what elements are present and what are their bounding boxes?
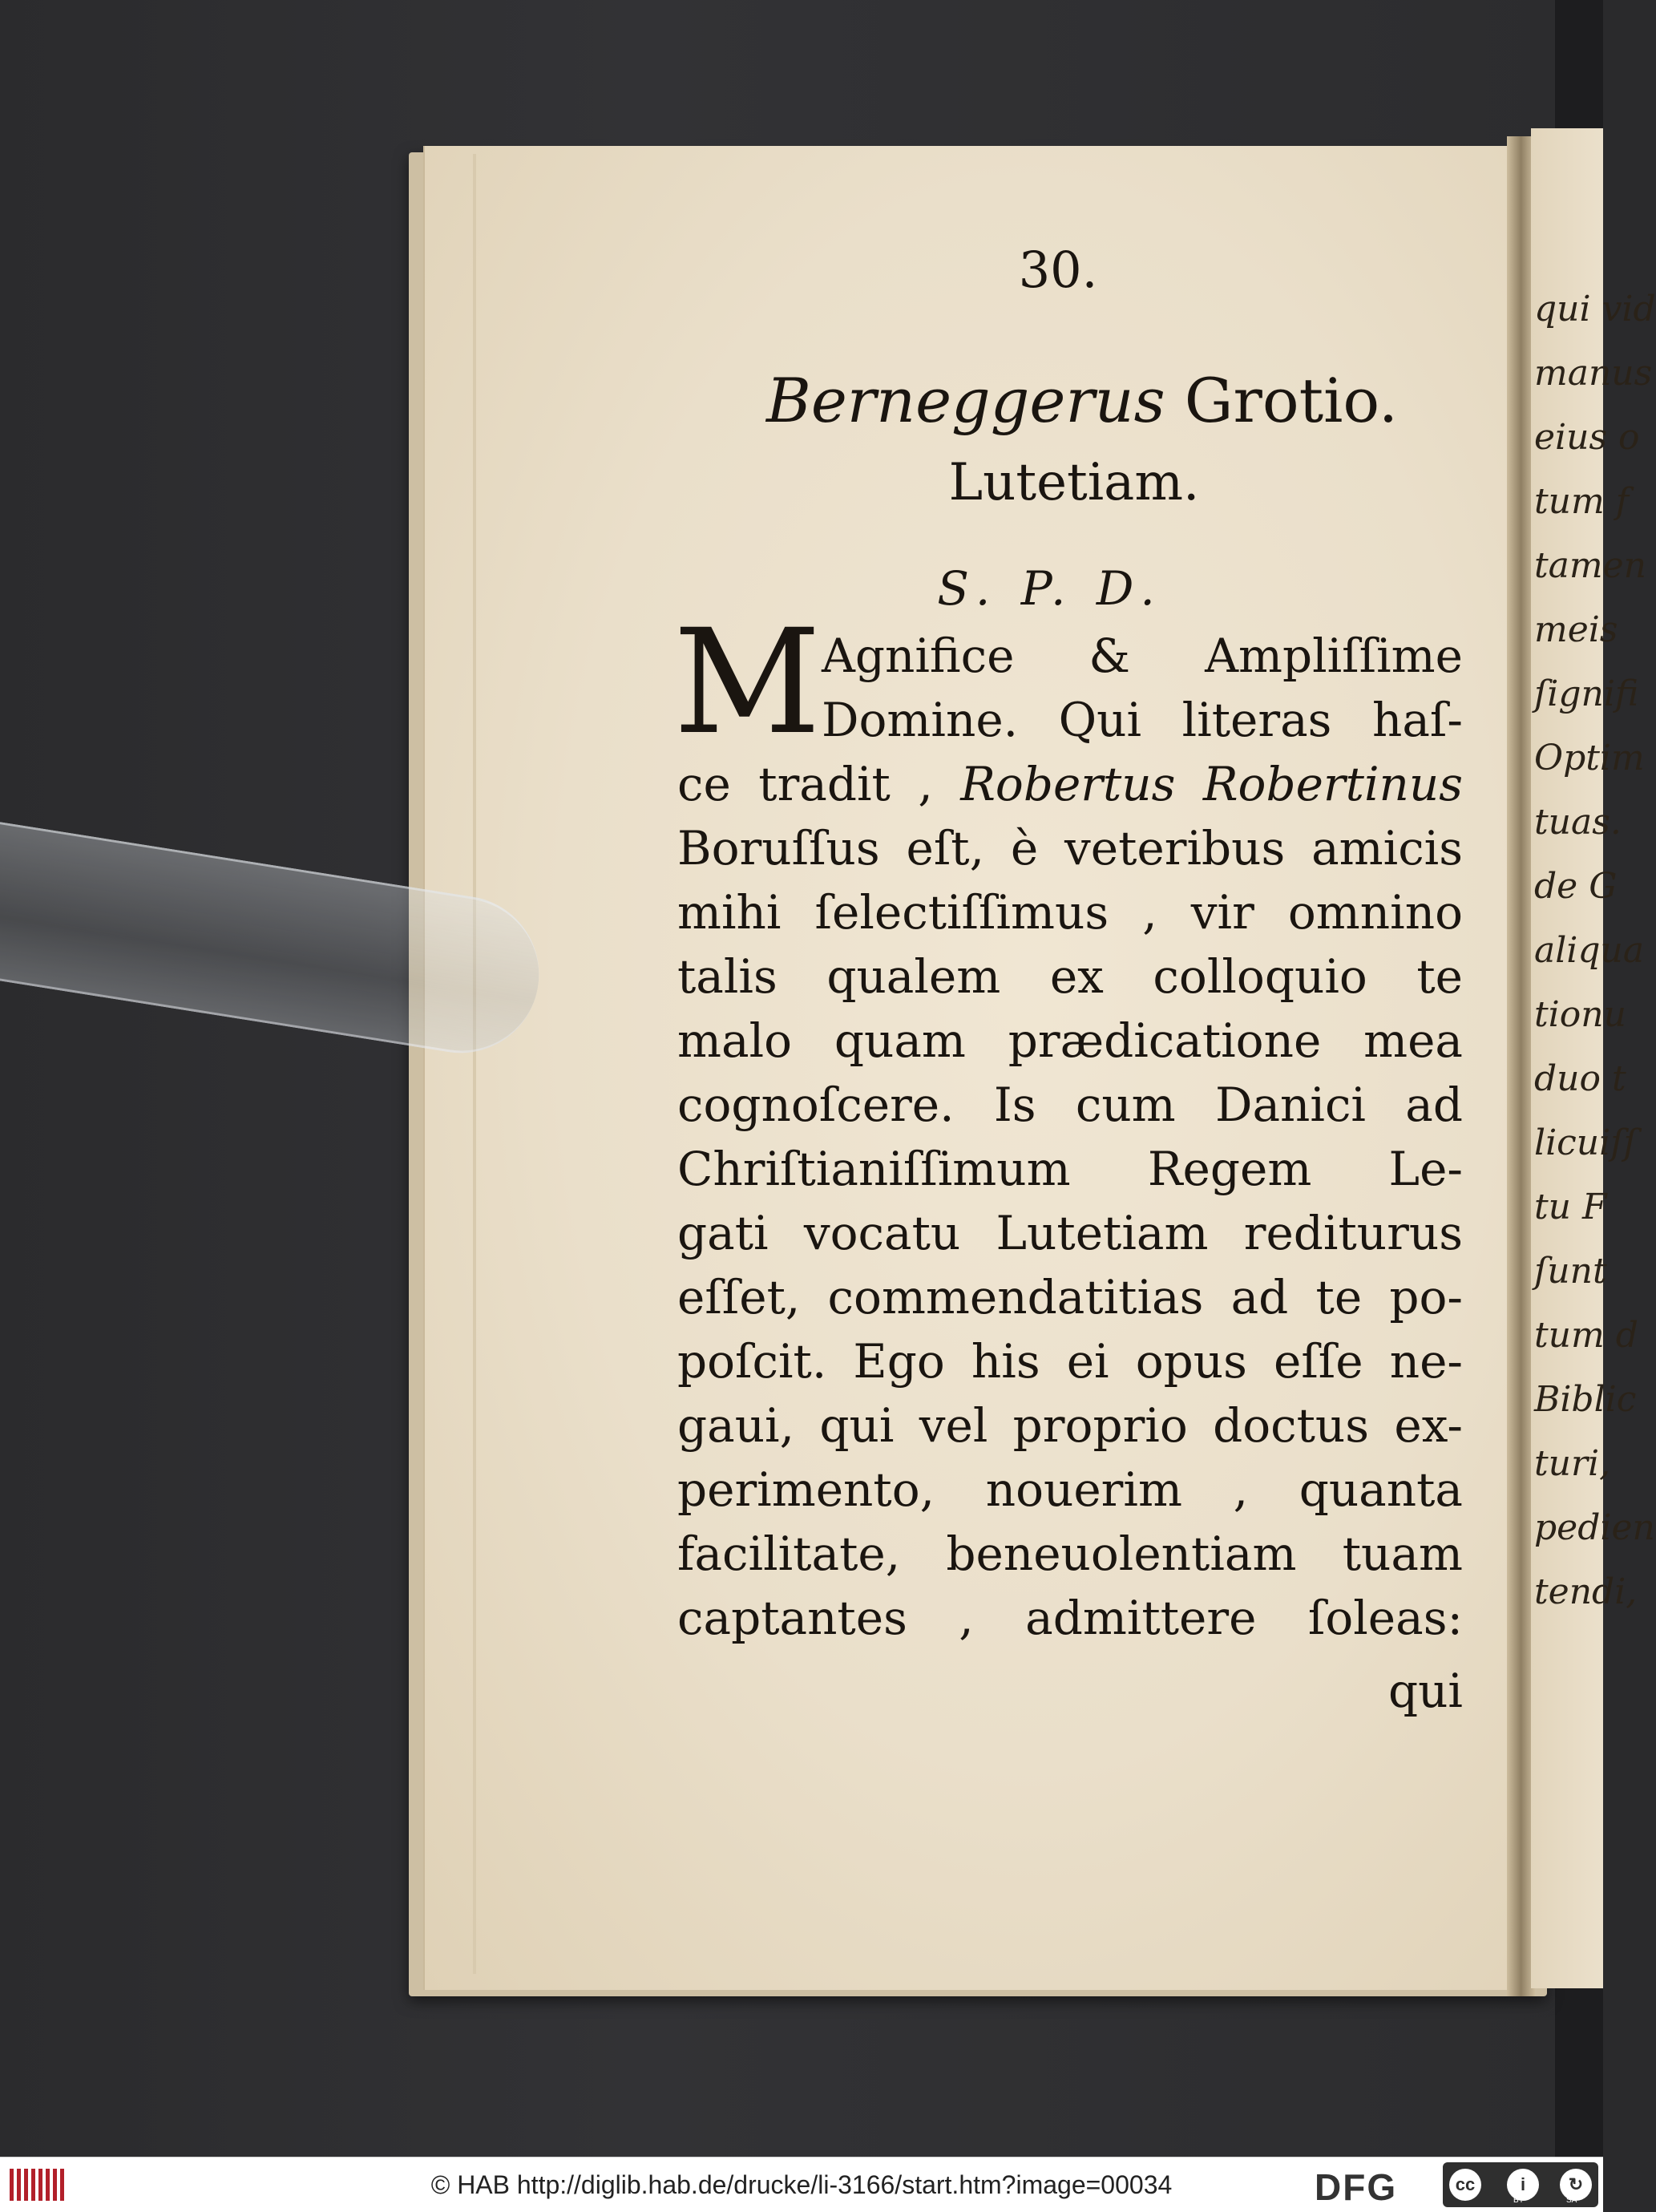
facing-page-text: tionu	[1534, 994, 1626, 1035]
facing-page-text: Optim	[1534, 738, 1645, 778]
facing-page-text: eius o	[1534, 417, 1640, 458]
facing-page-text: de G	[1534, 866, 1618, 907]
copyright-credit[interactable]: © HAB http://diglib.hab.de/drucke/li-3166/start.htm?image=00034	[430, 2170, 1173, 2199]
facing-page-text: licuiſſ	[1534, 1122, 1637, 1163]
text-line: mihi ſelectiſſimus , vir omnino	[677, 885, 1463, 940]
page-number: 30.	[1018, 241, 1098, 299]
cc-license-badge[interactable]	[1443, 2162, 1598, 2207]
text-line: Boruſſus eſt, è veteribus amicis	[677, 821, 1463, 875]
text-line	[677, 752, 1463, 816]
hab-logo-icon	[10, 2169, 67, 2201]
facing-page-text: tu F	[1534, 1187, 1607, 1227]
sa-label: SA	[1566, 2196, 1577, 2205]
title-recipient: Grotio.	[1184, 365, 1399, 436]
dfg-logo: DFG	[1315, 2166, 1398, 2208]
text-line-start: ce tradit ,	[677, 757, 961, 811]
cc-icon: cc	[1449, 2169, 1481, 2201]
text-line: captantes , admittere ſoleas:	[677, 1591, 1463, 1645]
facing-page-text: ſunt	[1534, 1251, 1607, 1292]
viewer-footer	[0, 2157, 1603, 2212]
facing-page-text: tamen	[1534, 545, 1647, 586]
title-sender: Berneggerus	[765, 365, 1165, 436]
facing-page-text: tendi,	[1534, 1571, 1638, 1612]
facing-page-text: qui vid	[1534, 289, 1656, 330]
facing-page-text: meis	[1534, 609, 1618, 650]
sa-icon: ↻	[1560, 2169, 1592, 2201]
facing-page-text: tum d	[1534, 1315, 1638, 1356]
text-line: poſcit. Ego his ei opus eſſe ne-	[677, 1334, 1463, 1389]
text-line: talis qualem ex colloquio te	[677, 949, 1463, 1004]
text-line: cognoſcere. Is cum Danici ad	[677, 1078, 1463, 1132]
catchword: qui	[1387, 1664, 1463, 1718]
text-line: Domine. Qui literas haſ-	[822, 693, 1463, 747]
letter-title	[721, 365, 1443, 436]
text-line: Agnifice & Ampliſſime	[822, 629, 1463, 683]
facing-page-text: duo t	[1534, 1058, 1626, 1099]
text-line: eſſet, commendatitias ad te po-	[677, 1270, 1463, 1324]
text-line: perimento, nouerim , quanta	[677, 1462, 1463, 1517]
text-line: malo quam prædicatione mea	[677, 1013, 1463, 1068]
letter-destination: Lutetiam.	[948, 453, 1200, 512]
text-line: Chriſtianiſſimum Regem Le-	[677, 1142, 1463, 1196]
facing-page-text: manus	[1534, 353, 1653, 394]
facing-page-fragment	[1531, 128, 1656, 1988]
facing-page-text: ſignifi	[1534, 673, 1639, 714]
text-line: gati vocatu Lutetiam rediturus	[677, 1206, 1463, 1260]
facing-page-text: turi,	[1534, 1443, 1611, 1484]
by-label: BY	[1513, 2196, 1525, 2205]
salutation: S. P. D.	[937, 561, 1163, 616]
text-line: facilitate, beneuolentiam tuam	[677, 1527, 1463, 1581]
facing-page-text: pedien	[1534, 1507, 1655, 1548]
facing-page-text: Biblic	[1534, 1379, 1637, 1420]
facing-page-text: tuas.	[1534, 802, 1622, 843]
page-fold-line	[473, 154, 476, 1974]
by-icon: i	[1507, 2169, 1539, 2201]
text-line: gaui, qui vel proprio doctus ex-	[677, 1398, 1463, 1453]
facing-page-text: aliqua	[1534, 930, 1645, 971]
italic-name: Robertus Robertinus	[960, 757, 1463, 811]
facing-page-text: tum f	[1534, 481, 1630, 522]
drop-cap: M	[673, 599, 822, 766]
